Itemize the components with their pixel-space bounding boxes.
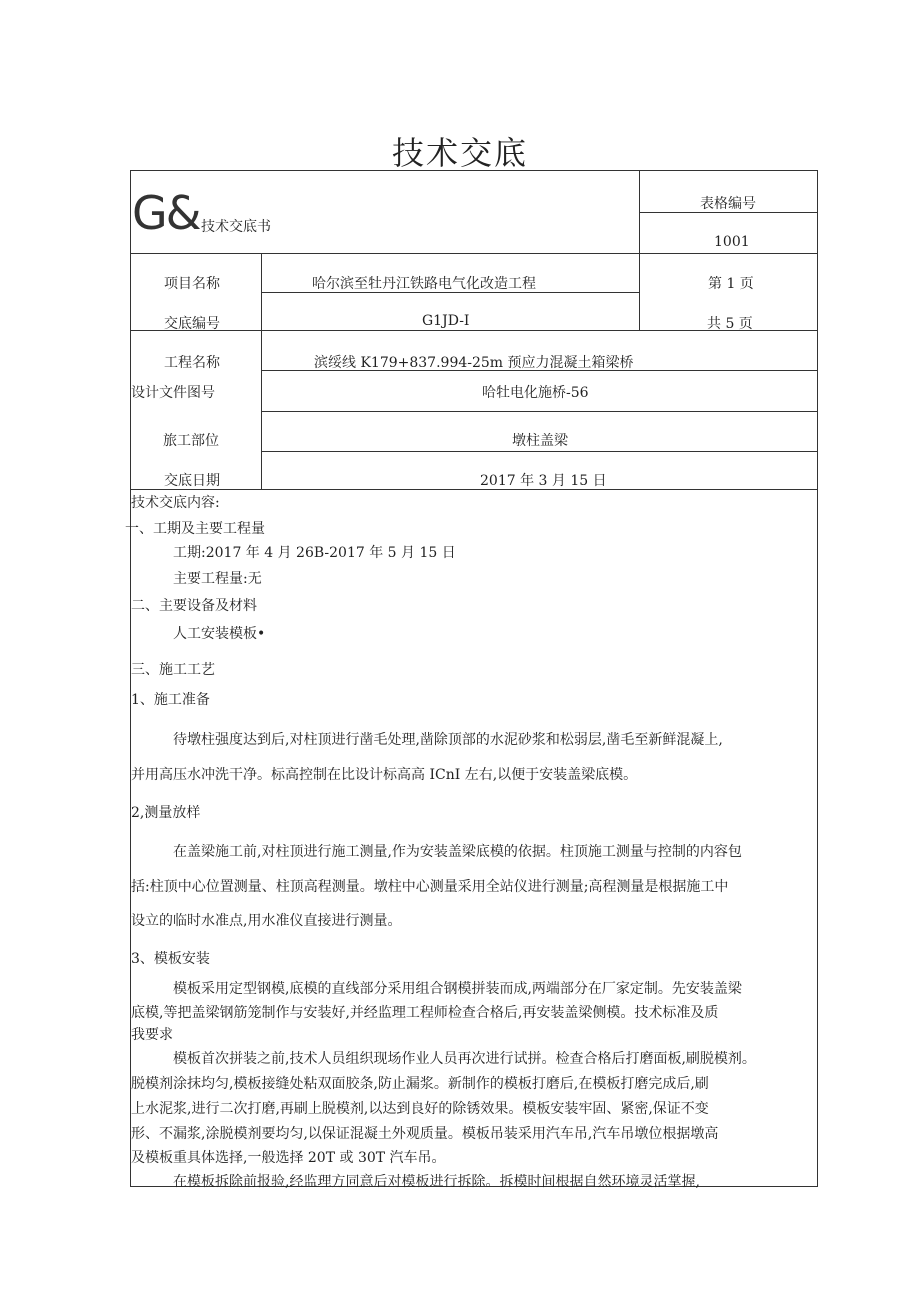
step-2-line-3: 设立的临时水准点,用水准仪直接进行测量。 [131, 913, 402, 929]
section-1-quantity: 主要工程量:无 [173, 571, 262, 587]
page-number: 第 1 页 [708, 276, 754, 292]
form-number-value: 1001 [714, 234, 750, 250]
step-1-line-2: 并用高压水冲洗干净。标高控制在比设计标高高 ICnI 左右,以便于安装盖梁底模。 [131, 767, 638, 783]
step-2-line-1: 在盖梁施工前,对柱顶进行施工测量,作为安装盖梁底模的依据。柱顶施工测量与控制的内容包 [173, 844, 742, 860]
step-3-title: 3、模板安装 [131, 951, 210, 967]
rule-header-bottom [130, 253, 818, 254]
step-1-title: 1、施工准备 [131, 692, 210, 708]
step-3-line-2: 底模,等把盖梁钢筋笼制作与安装好,并经监理工程师检查合格后,再安装盖梁侧模。技术标准及质 [131, 1005, 719, 1021]
step-1-line-1: 待墩柱强度达到后,对柱顶进行凿毛处理,凿除顶部的水泥砂浆和松弱层,凿毛至新鲜混凝上, [173, 732, 723, 748]
content-intro: 技术交底内容: [131, 495, 220, 511]
step-3-line-3: 我要求 [131, 1027, 173, 1043]
logo-caption: 技术交底书 [201, 219, 271, 235]
disclosure-number-value: G1JD-I [422, 313, 470, 329]
section-2-item: 人工安装模板• [173, 626, 266, 642]
section-3-title: 三、施工工艺 [131, 662, 215, 678]
design-doc-value: 哈牡电化施桥-56 [482, 385, 589, 401]
disclosure-number-label: 交底编号 [164, 316, 220, 332]
rule-info-bottom [130, 489, 818, 490]
step-3-line-8: 及模板重具体选择,一般选择 20T 或 30T 汽车吊。 [131, 1150, 446, 1166]
step-3-line-5: 脱模剂涂抹均匀,模板接缝处粘双面胶条,防止漏浆。新制作的模板打磨后,在模板打磨完成后,刷 [131, 1076, 709, 1092]
rule-row4-bottom [261, 411, 818, 412]
construction-part-label: 旅工部位 [163, 433, 219, 449]
rule-page-col [639, 253, 640, 330]
step-3-line-9: 在模板拆除前报验,经监理方同意后对模板进行拆除。拆模时间根据自然环境灵活掌握, [173, 1174, 700, 1190]
rule-label-col [261, 253, 262, 489]
step-3-line-1: 模板采用定型钢模,底模的直线部分采用组合钢模拼装而成,两端部分在厂家定制。先安装盖梁 [173, 981, 742, 997]
step-2-line-2: 括:柱顶中心位置测量、柱顶高程测量。墩柱中心测量采用全站仪进行测量;高程测量是根据施工中 [131, 879, 729, 895]
rule-row5-bottom [261, 451, 818, 452]
step-3-line-6: 上水泥浆,进行二次打磨,再刷上脱模剂,以达到良好的除锈效果。模板安装牢固、紧密,保证不变 [131, 1101, 709, 1117]
construction-part-value: 墩柱盖梁 [512, 433, 568, 449]
disclosure-date-value: 2017 年 3 月 15 日 [480, 473, 607, 489]
step-2-title: 2,测量放样 [131, 805, 201, 821]
rule-header-col [639, 170, 640, 253]
section-1-period: 工期:2017 年 4 月 26B-2017 年 5 月 15 日 [173, 545, 456, 561]
disclosure-date-label: 交底日期 [164, 473, 220, 489]
section-2-title: 二、主要设备及材料 [131, 598, 257, 614]
work-name-label: 工程名称 [164, 355, 220, 371]
step-3-line-4: 模板首次拼装之前,技术人员组织现场作业人员再次进行试拼。检查合格后打磨面板,刷脱模剂。 [173, 1051, 756, 1067]
project-name-label: 项目名称 [164, 276, 220, 292]
design-doc-label: 设计文件图号 [131, 385, 215, 401]
work-name-value: 滨绥线 K179+837.994-25m 预应力混凝土箱梁桥 [314, 355, 634, 371]
page-total: 共 5 页 [707, 316, 753, 332]
step-3-line-7: 形、不漏浆,涂脱模剂要均匀,以保证混凝土外观质量。模板吊装采用汽车吊,汽车吊墩位根据墩高 [131, 1126, 719, 1142]
company-logo: G& [132, 186, 200, 240]
form-number-label: 表格编号 [700, 196, 756, 212]
section-1-title: 一、工期及主要工程量 [125, 521, 265, 537]
document-title: 技术交底 [391, 134, 528, 172]
project-name-value: 哈尔滨至牡丹江铁路电气化改造工程 [312, 276, 536, 292]
